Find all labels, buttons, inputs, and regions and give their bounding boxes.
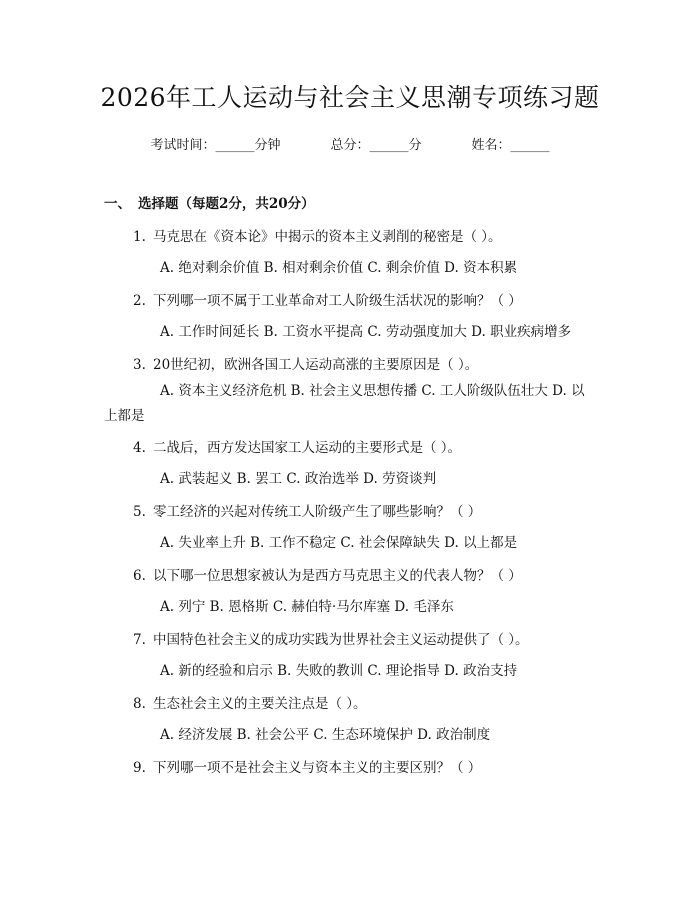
question-text: 下列哪一项不属于工业革命对工人阶级生活状况的影响？（ ） — [153, 293, 522, 309]
exam-student-name: 姓名：______ — [471, 138, 550, 153]
exam-total-score: 总分：______分 — [330, 138, 422, 153]
question-text: 中国特色社会主义的成功实践为世界社会主义运动提供了（ ）。 — [153, 632, 529, 648]
question-number: 2. — [133, 293, 146, 309]
exam-meta — [0, 134, 700, 153]
question-text: 20世纪初，欧洲各国工人运动高涨的主要原因是（ ）。 — [153, 357, 479, 373]
page-title: 2026年工人运动与社会主义思潮专项练习题 — [100, 83, 600, 112]
question-number: 1. — [133, 229, 146, 245]
question-text: 马克思在《资本论》中揭示的资本主义剥削的秘密是（ ）。 — [153, 229, 502, 245]
question-text: 生态社会主义的主要关注点是（ ）。 — [153, 696, 367, 712]
question-7-options: A. 新的经验和启示 B. 失败的教训 C. 理论指导 D. 政治支持 — [160, 663, 518, 679]
question-7 — [133, 628, 529, 648]
section-number: 一、 — [104, 196, 131, 212]
question-number: 3. — [133, 357, 146, 373]
question-1 — [133, 225, 502, 245]
question-3-options: A. 资本主义经济危机 B. 社会主义思想传播 C. 工人阶级队伍壮大 D. 以上都是 — [104, 383, 585, 424]
question-9 — [133, 756, 481, 776]
question-3 — [133, 353, 478, 373]
question-number: 7. — [133, 632, 146, 648]
question-number: 4. — [133, 440, 146, 456]
question-2 — [133, 289, 522, 309]
question-text: 以下哪一位思想家被认为是西方马克思主义的代表人物？（ ） — [153, 568, 522, 584]
question-6-options: A. 列宁 B. 恩格斯 C. 赫伯特·马尔库塞 D. 毛泽东 — [160, 599, 454, 615]
question-8 — [133, 692, 367, 712]
question-6 — [133, 564, 522, 584]
section-heading — [104, 192, 315, 212]
question-number: 6. — [133, 568, 146, 584]
question-4-options: A. 武装起义 B. 罢工 C. 政治选举 D. 劳资谈判 — [160, 471, 437, 487]
question-4 — [133, 436, 461, 456]
question-text: 零工经济的兴起对传统工人阶级产生了哪些影响？（ ） — [153, 504, 482, 520]
section-title: 选择题（每题2分，共20分） — [138, 196, 315, 212]
question-number: 5. — [133, 504, 146, 520]
question-text: 下列哪一项不是社会主义与资本主义的主要区别？（ ） — [153, 760, 482, 776]
question-number: 8. — [133, 696, 146, 712]
exam-time: 考试时间：______分钟 — [150, 138, 281, 153]
question-1-options: A. 绝对剩余价值 B. 相对剩余价值 C. 剩余价值 D. 资本积累 — [160, 260, 518, 276]
question-8-options: A. 经济发展 B. 社会公平 C. 生态环境保护 D. 政治制度 — [160, 727, 491, 743]
question-5 — [133, 500, 481, 520]
question-number: 9. — [133, 760, 146, 776]
question-text: 二战后，西方发达国家工人运动的主要形式是（ ）。 — [153, 440, 462, 456]
question-2-options: A. 工作时间延长 B. 工资水平提高 C. 劳动强度加大 D. 职业疾病增多 — [160, 324, 572, 340]
question-5-options: A. 失业率上升 B. 工作不稳定 C. 社会保障缺失 D. 以上都是 — [160, 535, 518, 551]
